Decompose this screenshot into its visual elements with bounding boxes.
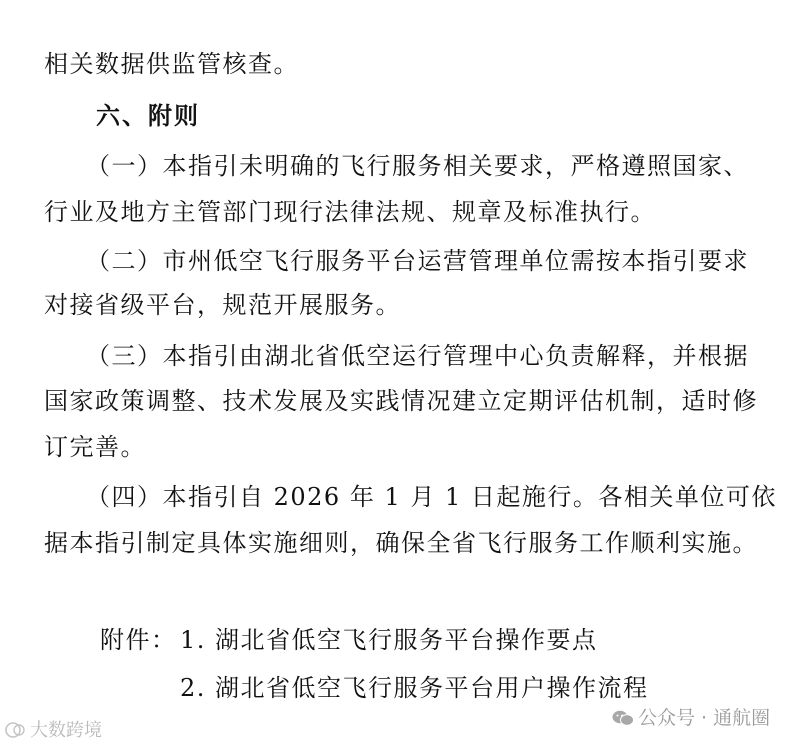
- attachment-item-2: 2. 湖北省低空飞行服务平台用户操作流程: [180, 674, 649, 702]
- paragraph-2-line-2: 对接省级平台，规范开展服务。: [44, 291, 401, 319]
- watermark-logo-icon: [4, 721, 26, 739]
- section-heading: 六、附则: [96, 102, 200, 130]
- attachment-item-1: 1. 湖北省低空飞行服务平台操作要点: [180, 626, 598, 654]
- paragraph-4-line-2: 据本指引制定具体实施细则，确保全省飞行服务工作顺利实施。: [44, 529, 758, 557]
- attachments-label: 附件：: [100, 626, 177, 654]
- wechat-icon: [612, 709, 634, 727]
- paragraph-1-line-2: 行业及地方主管部门现行法律法规、规章及标准执行。: [44, 198, 656, 226]
- text-line: 相关数据供监管核查。: [44, 50, 299, 78]
- watermark-right: [612, 706, 770, 730]
- paragraph-3-line-1: （三）本指引由湖北省低空运行管理中心负责解释，并根据: [86, 342, 749, 370]
- paragraph-2-line-1: （二）市州低空飞行服务平台运营管理单位需按本指引要求: [86, 247, 749, 275]
- paragraph-3-line-3: 订完善。: [44, 433, 146, 461]
- paragraph-1-line-1: （一）本指引未明确的飞行服务相关要求，严格遵照国家、: [86, 152, 749, 180]
- watermark-left-text: 大数跨境: [30, 720, 102, 741]
- paragraph-3-line-2: 国家政策调整、技术发展及实践情况建立定期评估机制，适时修: [44, 387, 758, 415]
- watermark-right-text: 公众号 · 通航圈: [638, 707, 771, 729]
- paragraph-4-line-1: （四）本指引自 2026 年 1 月 1 日起施行。各相关单位可依: [86, 483, 777, 511]
- watermark-left: [4, 719, 102, 743]
